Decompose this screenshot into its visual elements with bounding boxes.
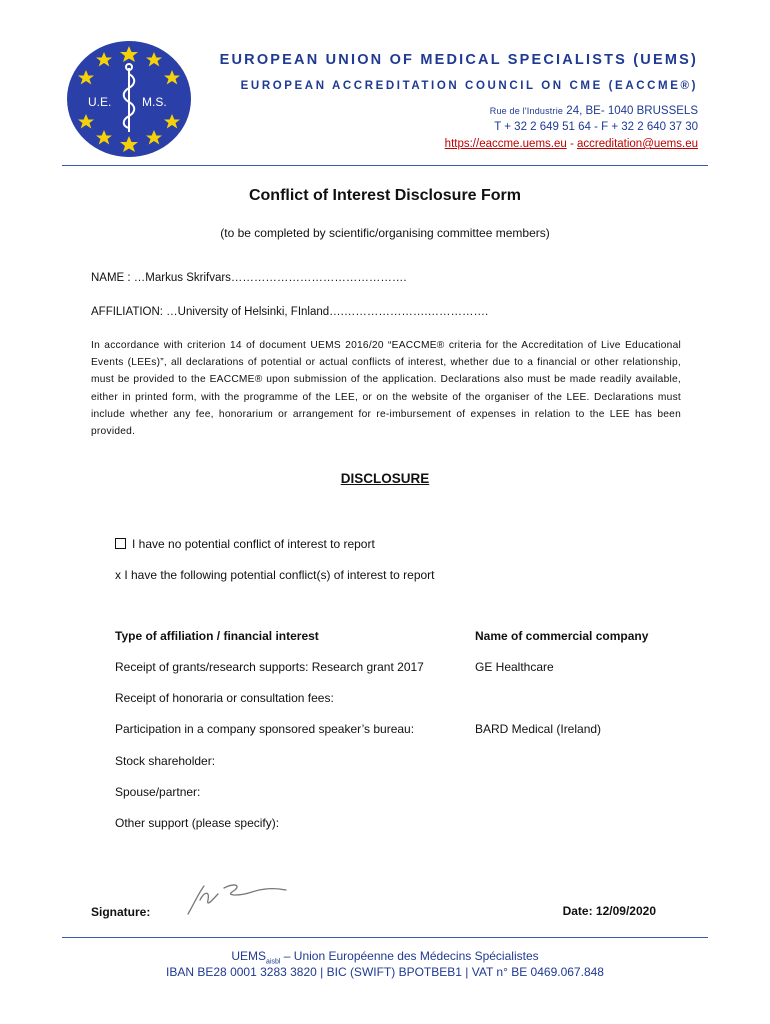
name-field: NAME : …Markus Skrifvars………………………………………. bbox=[91, 272, 407, 284]
footer-organization bbox=[0, 949, 770, 965]
criterion-paragraph: In accordance with criterion 14 of document UEMS 2016/20 “EACCME® criteria for the Accreditation of Live Educational Events (LEEs)”, all declarations of potential or actual conflicts of interest, whether due to a financial or other relationship, must be provided to the EACCME® upon submission of the application. Declarations also must be made readily available, either in printed form, with the programme of the LEE, or on the website of the organiser of the LEE. Declarations must include whether any fee, honorarium or arrangement for re-imbursement of expenses in relation to the LEE has been provided. bbox=[91, 340, 681, 438]
signature-date: Date: 12/09/2020 bbox=[562, 904, 656, 918]
footer-org-main: UEMS bbox=[231, 949, 267, 963]
organization-subtitle: EUROPEAN ACCREDITATION COUNCIL ON CME (EACCME®) bbox=[240, 80, 698, 92]
table-row-company: BARD Medical (Ireland) bbox=[475, 722, 602, 736]
footer-org-rest: – Union Européenne des Médecins Spécialistes bbox=[280, 949, 539, 963]
header-divider bbox=[62, 165, 708, 166]
table-row-type: Stock shareholder: bbox=[115, 754, 216, 768]
link-separator: - bbox=[566, 138, 577, 150]
option-no-conflict-label: I have no potential conflict of interest to report bbox=[132, 537, 375, 551]
column-header-type: Type of affiliation / financial interest bbox=[115, 629, 319, 643]
table-row-type: Receipt of grants/research supports: Research grant 2017 bbox=[115, 660, 424, 674]
footer-bank-details: IBAN BE28 0001 3283 3820 | BIC (SWIFT) BPOTBEB1 | VAT n° BE 0469.067.848 bbox=[166, 965, 604, 979]
phone-line: T + 32 2 649 51 64 - F + 32 2 640 37 30 bbox=[494, 121, 698, 133]
footer-divider bbox=[62, 937, 708, 938]
option-no-conflict[interactable] bbox=[115, 537, 375, 551]
checkbox-icon[interactable] bbox=[115, 538, 126, 549]
form-title: Conflict of Interest Disclosure Form bbox=[248, 187, 522, 204]
column-header-company: Name of commercial company bbox=[475, 629, 649, 643]
table-row-company: GE Healthcare bbox=[475, 660, 554, 674]
email-link[interactable]: accreditation@uems.eu bbox=[577, 138, 698, 150]
disclosure-heading: DISCLOSURE bbox=[340, 471, 430, 486]
table-row-type: Other support (please specify): bbox=[115, 816, 280, 830]
form-subtitle: (to be completed by scientific/organising committee members) bbox=[220, 226, 550, 240]
footer-org-sub: aisbl bbox=[266, 958, 281, 966]
website-link[interactable]: https://eaccme.uems.eu bbox=[444, 138, 567, 150]
uems-logo bbox=[66, 40, 192, 158]
contact-links bbox=[445, 138, 698, 150]
table-row-type: Receipt of honoraria or consultation fees: bbox=[115, 691, 334, 705]
organization-title: EUROPEAN UNION OF MEDICAL SPECIALISTS (UEMS) bbox=[219, 52, 698, 68]
svg-text:U.E.: U.E. bbox=[88, 95, 112, 109]
address-line bbox=[490, 105, 698, 117]
table-row-type: Spouse/partner: bbox=[115, 785, 201, 799]
option-has-conflict[interactable]: x I have the following potential conflict(s) of interest to report bbox=[115, 568, 435, 582]
table-row-type: Participation in a company sponsored speaker’s bureau: bbox=[115, 722, 415, 736]
address-street: Rue de l'Industrie bbox=[489, 106, 564, 116]
handwritten-signature bbox=[180, 878, 290, 920]
affiliation-field: AFFILIATION: …University of Helsinki, FInland….………………….……………. bbox=[91, 306, 489, 318]
signature-label: Signature: bbox=[91, 905, 151, 919]
svg-text:M.S.: M.S. bbox=[142, 95, 167, 109]
address-rest: 24, BE- 1040 BRUSSELS bbox=[563, 105, 698, 117]
